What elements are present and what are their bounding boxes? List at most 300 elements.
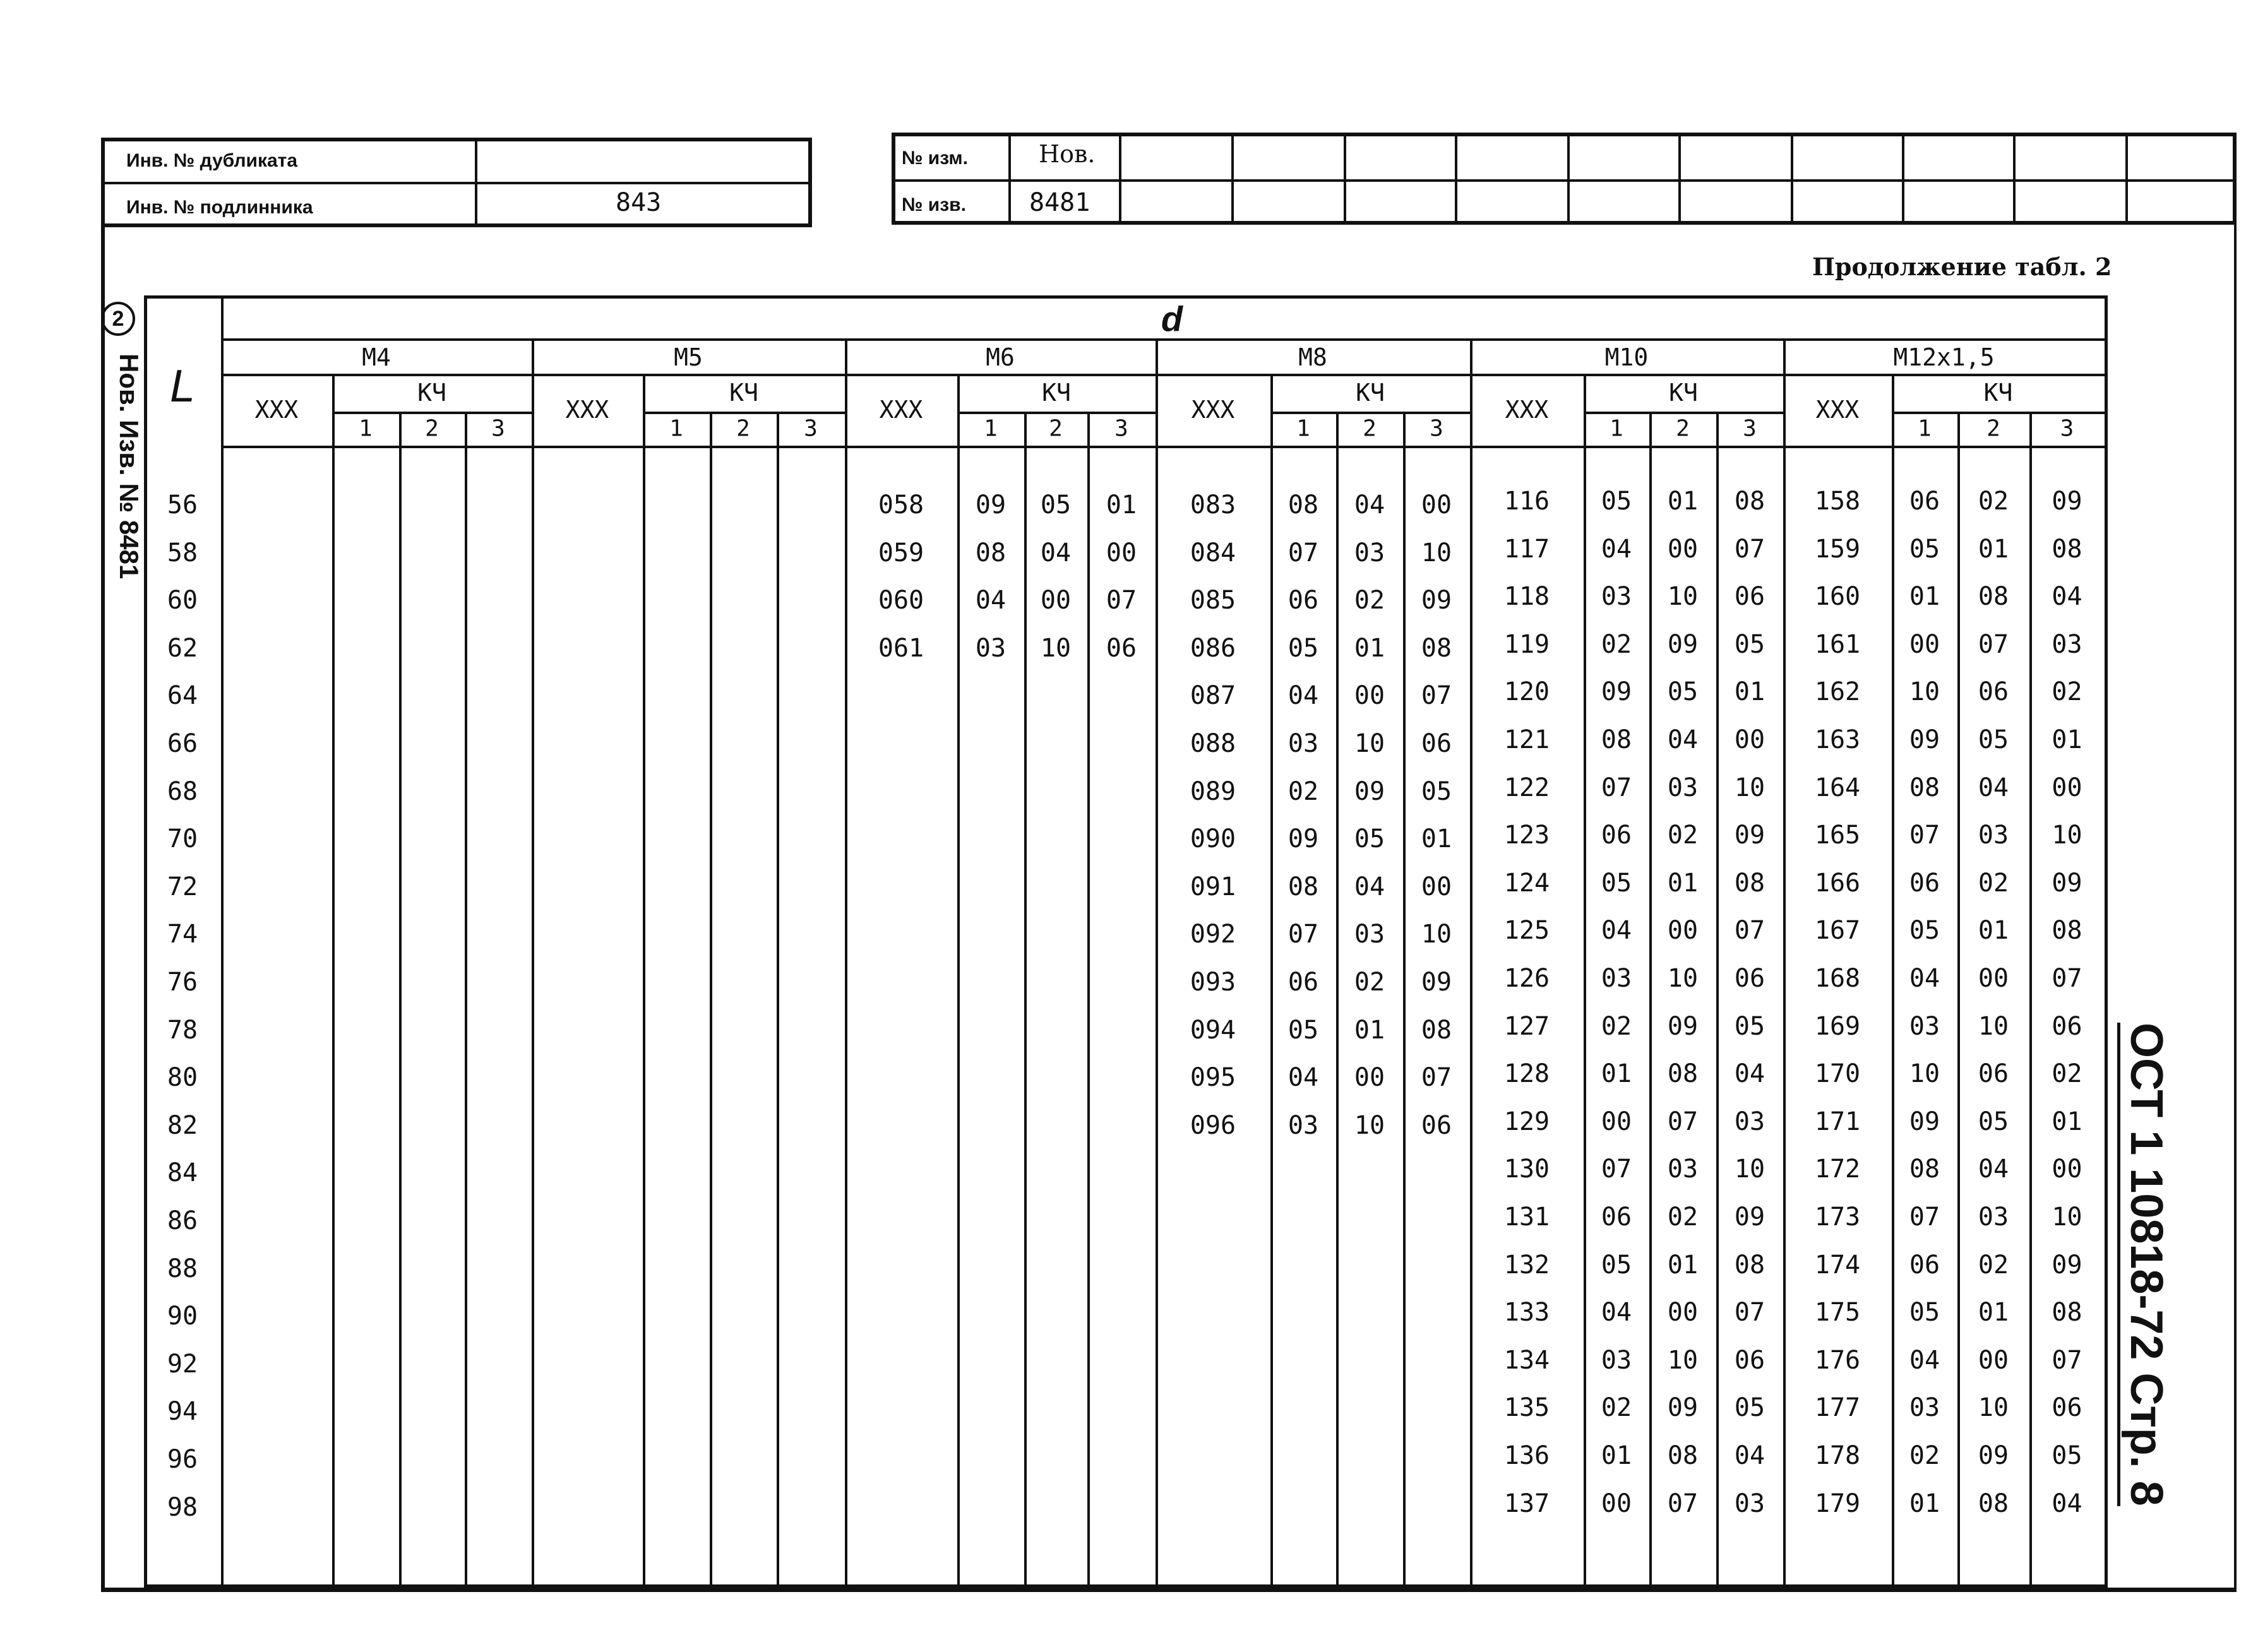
kch-value: 06 [1734, 1345, 1765, 1375]
kch-value: 01 [1106, 490, 1137, 520]
kch-value: 10 [1667, 1345, 1699, 1375]
kch-value: 04 [1287, 681, 1319, 711]
xxx-value: 060 [878, 586, 924, 615]
kch-value: 10 [1978, 1393, 2009, 1423]
revision-circle: 2 [101, 302, 135, 336]
group-separator [845, 338, 847, 1588]
header-right-col-divider [1119, 133, 1121, 225]
kch-value: 07 [1734, 1298, 1765, 1328]
kch-value: 04 [1734, 1441, 1765, 1470]
kch-value: 04 [1667, 725, 1699, 754]
xxx-header: XXX [1191, 396, 1235, 424]
kch-sub-header: 3 [2060, 415, 2074, 442]
kch-value: 01 [1601, 1441, 1632, 1470]
kch-value: 07 [1421, 1063, 1452, 1093]
kch-sub-header: 2 [1676, 415, 1690, 442]
kch-value: 06 [1909, 868, 1940, 898]
group-label: M5 [674, 343, 703, 371]
kch-value: 05 [1734, 1393, 1765, 1423]
kch-sub-header: 2 [1049, 415, 1063, 442]
kch-value: 07 [1734, 916, 1765, 946]
kch-value: 00 [1667, 534, 1699, 564]
group-separator [1783, 338, 1786, 1588]
xxx-value: 171 [1814, 1107, 1861, 1136]
kch-value: 06 [1601, 1203, 1632, 1232]
d-header: d [1161, 299, 1183, 339]
kch-value: 10 [1040, 633, 1072, 663]
xxx-value: 061 [878, 633, 924, 663]
kch-value: 01 [1667, 487, 1699, 516]
kch-value: 07 [1287, 920, 1319, 949]
kch-value: 04 [1601, 916, 1632, 946]
kch-sub-header-line [1270, 412, 1470, 414]
kch-value: 01 [1667, 1250, 1699, 1280]
kch-value: 07 [1421, 681, 1452, 711]
kch-sub-divider [710, 412, 712, 1588]
kch-value: 05 [1734, 1011, 1765, 1041]
kch-value: 05 [1287, 633, 1319, 663]
kch-value: 01 [1978, 1298, 2009, 1328]
kch-value: 00 [1909, 629, 1940, 659]
kch-value: 00 [1421, 872, 1452, 901]
kch-sub-header: 1 [359, 415, 373, 442]
kch-value: 05 [1601, 868, 1632, 898]
xxx-header: XXX [1815, 396, 1860, 424]
l-header: L [169, 361, 196, 412]
kch-value: 05 [1667, 677, 1699, 707]
kch-value: 08 [1667, 1059, 1699, 1089]
l-value: 98 [167, 1492, 198, 1522]
kch-value: 10 [1354, 1110, 1385, 1140]
kch-sub-header: 1 [669, 415, 683, 442]
kch-value: 10 [1909, 1059, 1940, 1089]
l-value: 72 [167, 872, 198, 901]
kch-value: 01 [1978, 534, 2009, 564]
xxx-value: 117 [1503, 534, 1550, 564]
kch-value: 10 [1978, 1011, 2009, 1041]
xxx-value: 118 [1503, 582, 1550, 612]
kch-value: 03 [1978, 1203, 2009, 1232]
kch-value: 09 [1287, 824, 1319, 854]
kch-value: 00 [1354, 1063, 1385, 1093]
xxx-value: 085 [1190, 586, 1236, 615]
kch-value: 10 [1354, 729, 1385, 758]
xxx-value: 134 [1503, 1345, 1550, 1375]
l-value: 92 [167, 1349, 198, 1379]
kch-value: 06 [2052, 1393, 2082, 1423]
xxx-value: 094 [1190, 1015, 1236, 1045]
xxx-value: 083 [1190, 490, 1236, 520]
kch-value: 02 [1287, 776, 1319, 806]
l-value: 74 [167, 920, 198, 949]
xxx-value: 084 [1190, 538, 1236, 568]
kch-sub-header: 2 [736, 415, 750, 442]
kch-value: 00 [1601, 1489, 1632, 1518]
kch-value: 02 [1354, 586, 1385, 615]
kch-sub-divider [777, 412, 779, 1588]
kch-value: 09 [1667, 1393, 1699, 1423]
header-bottom-line [221, 446, 2105, 448]
xxx-value: 092 [1190, 920, 1236, 949]
kch-value: 07 [1287, 538, 1319, 568]
xxx-value: 120 [1503, 677, 1550, 707]
xxx-value: 135 [1503, 1393, 1550, 1423]
kch-sub-header: 1 [1296, 415, 1310, 442]
kch-value: 02 [1978, 487, 2009, 516]
xxx-divider [1270, 374, 1273, 1588]
xxx-value: 167 [1814, 916, 1861, 946]
kch-value: 08 [975, 538, 1007, 568]
l-value: 56 [167, 490, 198, 520]
kch-value: 07 [1667, 1107, 1699, 1136]
xxx-value: 124 [1503, 868, 1550, 898]
kch-value: 03 [1667, 773, 1699, 802]
kch-value: 01 [1978, 916, 2009, 946]
kch-value: 03 [1601, 1345, 1632, 1375]
kch-value: 03 [1601, 964, 1632, 993]
xxx-value: 123 [1503, 821, 1550, 850]
kch-sub-divider [1336, 412, 1339, 1588]
kch-value: 02 [1978, 868, 2009, 898]
kch-value: 08 [1734, 487, 1765, 516]
kch-value: 02 [1354, 968, 1385, 997]
kch-value: 08 [1978, 1489, 2009, 1518]
l-value: 64 [167, 681, 198, 711]
kch-sub-divider [1716, 412, 1719, 1588]
l-value: 58 [167, 538, 198, 568]
kch-value: 02 [2052, 677, 2082, 707]
kch-value: 08 [1601, 725, 1632, 754]
xxx-value: 160 [1814, 582, 1861, 612]
group-separator [1156, 338, 1158, 1588]
kch-value: 08 [2052, 1298, 2082, 1328]
kch-value: 00 [1354, 681, 1385, 711]
xxx-value: 130 [1503, 1155, 1550, 1184]
kch-value: 09 [1421, 586, 1452, 615]
kch-sub-divider [1649, 412, 1652, 1588]
kch-sub-divider [1087, 412, 1090, 1588]
header-right-divider [892, 179, 2237, 182]
kch-value: 07 [1909, 821, 1940, 850]
l-value: 96 [167, 1445, 198, 1474]
xxx-value: 132 [1503, 1250, 1550, 1280]
header-right-col-divider [1231, 133, 1234, 225]
group-label: M6 [986, 343, 1015, 371]
kch-value: 08 [2052, 534, 2082, 564]
kch-value: 05 [1909, 534, 1940, 564]
kch-sub-header-line [332, 412, 532, 414]
l-value: 68 [167, 776, 198, 806]
kch-value: 08 [1667, 1441, 1699, 1470]
xxx-value: 176 [1814, 1345, 1861, 1375]
kch-value: 09 [1909, 725, 1940, 754]
kch-value: 07 [1601, 1155, 1632, 1184]
kch-value: 00 [1106, 538, 1137, 568]
kch-header: КЧ [417, 379, 446, 407]
kch-value: 07 [1601, 773, 1632, 802]
kch-value: 01 [2052, 1107, 2082, 1136]
kch-value: 06 [1978, 1059, 2009, 1089]
kch-value: 04 [1909, 1345, 1940, 1375]
kch-value: 01 [2052, 725, 2082, 754]
kch-value: 05 [1909, 916, 1940, 946]
notice-no-label: № изв. [902, 194, 966, 215]
kch-value: 00 [1601, 1107, 1632, 1136]
kch-sub-header: 2 [1986, 415, 2000, 442]
xxx-value: 133 [1503, 1298, 1550, 1328]
xxx-value: 091 [1190, 872, 1236, 901]
kch-value: 08 [1287, 490, 1319, 520]
group-label: M8 [1298, 343, 1327, 371]
kch-value: 09 [2052, 487, 2082, 516]
kch-value: 04 [1040, 538, 1072, 568]
xxx-value: 121 [1503, 725, 1550, 754]
xxx-divider [957, 374, 960, 1588]
kch-value: 06 [1978, 677, 2009, 707]
l-value: 84 [167, 1158, 198, 1188]
l-value: 62 [167, 633, 198, 663]
kch-sub-header: 1 [984, 415, 998, 442]
kch-value: 10 [2052, 821, 2082, 850]
header-right-col-divider [1902, 133, 1904, 225]
header-right-col-divider [2013, 133, 2016, 225]
kch-value: 07 [1978, 629, 2009, 659]
kch-value: 08 [1978, 582, 2009, 612]
group-label: M12x1,5 [1893, 343, 1995, 371]
xxx-value: 119 [1503, 629, 1550, 659]
l-value: 88 [167, 1254, 198, 1283]
kch-value: 02 [1667, 821, 1699, 850]
xxx-value: 127 [1503, 1011, 1550, 1041]
kch-header: КЧ [729, 379, 758, 407]
xxx-value: 162 [1814, 677, 1861, 707]
xxx-value: 096 [1190, 1110, 1236, 1140]
kch-value: 08 [1909, 773, 1940, 802]
kch-value: 04 [1354, 490, 1385, 520]
kch-sub-header: 3 [804, 415, 818, 442]
kch-sub-header: 3 [491, 415, 505, 442]
kch-sub-divider [2029, 412, 2032, 1588]
kch-value: 07 [1734, 534, 1765, 564]
xxx-value: 177 [1814, 1393, 1861, 1423]
kch-value: 08 [1287, 872, 1319, 901]
kch-value: 09 [1667, 629, 1699, 659]
kch-value: 08 [2052, 916, 2082, 946]
kch-value: 03 [1978, 821, 2009, 850]
header-right-col-divider [1791, 133, 1793, 225]
xxx-value: 131 [1503, 1203, 1550, 1232]
kch-value: 04 [2052, 1489, 2082, 1518]
group-label: M4 [362, 343, 391, 371]
xxx-value: 159 [1814, 534, 1861, 564]
xxx-value: 087 [1190, 681, 1236, 711]
l-value: 86 [167, 1206, 198, 1235]
kch-value: 06 [1734, 964, 1765, 993]
header-right-col-divider [1344, 133, 1346, 225]
kch-sub-header-line [1584, 412, 1783, 414]
header-right-col-divider [2125, 133, 2128, 225]
xxx-value: 158 [1814, 487, 1861, 516]
kch-value: 02 [1978, 1250, 2009, 1280]
xxx-value: 088 [1190, 729, 1236, 758]
table-caption: Продолжение табл. 2 [1812, 253, 2112, 281]
kch-value: 01 [1354, 633, 1385, 663]
kch-value: 02 [1601, 1011, 1632, 1041]
kch-value: 01 [1421, 824, 1452, 854]
kch-value: 09 [975, 490, 1007, 520]
kch-value: 09 [1667, 1011, 1699, 1041]
kch-sub-divider [465, 412, 467, 1588]
kch-value: 05 [1601, 1250, 1632, 1280]
kch-value: 00 [1667, 1298, 1699, 1328]
xxx-value: 129 [1503, 1107, 1550, 1136]
kch-value: 02 [1601, 629, 1632, 659]
xxx-value: 122 [1503, 773, 1550, 802]
original-inv-label: Инв. № подлинника [126, 197, 313, 218]
kch-value: 04 [2052, 582, 2082, 612]
kch-value: 10 [1421, 538, 1452, 568]
kch-value: 05 [2052, 1441, 2082, 1470]
header-right-col-divider [1455, 133, 1457, 225]
l-value: 76 [167, 968, 198, 997]
kch-sub-header: 2 [1363, 415, 1377, 442]
l-value: 78 [167, 1015, 198, 1045]
kch-value: 07 [1667, 1489, 1699, 1518]
header-right-col-divider [1008, 133, 1011, 225]
kch-value: 08 [1421, 1015, 1452, 1045]
kch-sub-header: 1 [1918, 415, 1932, 442]
kch-value: 09 [1734, 821, 1765, 850]
l-value: 66 [167, 729, 198, 758]
kch-value: 08 [1421, 633, 1452, 663]
kch-value: 06 [1421, 1110, 1452, 1140]
kch-value: 09 [1354, 776, 1385, 806]
change-no-label: № изм. [902, 148, 968, 169]
xxx-value: 169 [1814, 1011, 1861, 1041]
kch-value: 02 [1667, 1203, 1699, 1232]
notice-no-value: 8481 [1029, 188, 1090, 217]
kch-value: 03 [1909, 1393, 1940, 1423]
kch-value: 00 [1421, 490, 1452, 520]
header-right-col-divider [1567, 133, 1570, 225]
kch-value: 04 [1601, 534, 1632, 564]
kch-value: 03 [1667, 1155, 1699, 1184]
kch-value: 04 [1978, 773, 2009, 802]
kch-value: 07 [2052, 1345, 2082, 1375]
kch-value: 06 [1734, 582, 1765, 612]
kch-sub-header-line [957, 412, 1156, 414]
kch-value: 00 [1667, 916, 1699, 946]
kch-value: 10 [1421, 920, 1452, 949]
xxx-divider [643, 374, 645, 1588]
kch-value: 00 [1978, 1345, 2009, 1375]
xxx-header: XXX [254, 396, 299, 424]
header-left-col-divider [475, 138, 477, 227]
kch-value: 04 [975, 586, 1007, 615]
kch-value: 01 [1354, 1015, 1385, 1045]
kch-value: 03 [1734, 1489, 1765, 1518]
xxx-divider [1584, 374, 1586, 1588]
xxx-value: 161 [1814, 629, 1861, 659]
group-separator [1470, 338, 1472, 1588]
kch-value: 07 [1106, 586, 1137, 615]
xxx-value: 168 [1814, 964, 1861, 993]
kch-value: 05 [1978, 725, 2009, 754]
xxx-value: 178 [1814, 1441, 1861, 1470]
kch-value: 10 [1734, 773, 1765, 802]
kch-value: 03 [1287, 1110, 1319, 1140]
kch-value: 06 [1909, 1250, 1940, 1280]
xxx-value: 164 [1814, 773, 1861, 802]
kch-value: 04 [1354, 872, 1385, 901]
xxx-value: 090 [1190, 824, 1236, 854]
xxx-value: 175 [1814, 1298, 1861, 1328]
l-value: 80 [167, 1063, 198, 1093]
header-left-divider [101, 182, 812, 184]
kch-value: 06 [1601, 821, 1632, 850]
group-header-divider [221, 374, 2105, 376]
kch-sub-header-line [643, 412, 845, 414]
kch-value: 01 [1909, 1489, 1940, 1518]
kch-value: 02 [1909, 1441, 1940, 1470]
xxx-value: 095 [1190, 1063, 1236, 1093]
xxx-value: 136 [1503, 1441, 1550, 1470]
original-inv-value: 843 [616, 188, 662, 217]
change-no-value: Нов. [1039, 140, 1096, 168]
kch-value: 03 [1354, 920, 1385, 949]
xxx-value: 125 [1503, 916, 1550, 946]
kch-value: 06 [1287, 586, 1319, 615]
l-column-divider [221, 295, 224, 1588]
kch-sub-divider [399, 412, 402, 1588]
kch-value: 08 [1734, 1250, 1765, 1280]
kch-sub-header: 3 [1430, 415, 1443, 442]
kch-value: 01 [1909, 582, 1940, 612]
kch-value: 00 [2052, 1155, 2082, 1184]
xxx-header: XXX [565, 396, 609, 424]
kch-value: 04 [1734, 1059, 1765, 1089]
xxx-value: 174 [1814, 1250, 1861, 1280]
xxx-value: 126 [1503, 964, 1550, 993]
xxx-divider [332, 374, 335, 1588]
kch-value: 07 [1909, 1203, 1940, 1232]
xxx-value: 172 [1814, 1155, 1861, 1184]
kch-header: КЧ [1983, 379, 2013, 407]
duplicate-inv-label: Инв. № дубликата [126, 150, 298, 171]
kch-header: КЧ [1669, 379, 1698, 407]
kch-value: 09 [1978, 1441, 2009, 1470]
kch-value: 04 [1287, 1063, 1319, 1093]
kch-value: 08 [1909, 1155, 1940, 1184]
kch-value: 04 [1909, 964, 1940, 993]
kch-value: 02 [2052, 1059, 2082, 1089]
xxx-value: 086 [1190, 633, 1236, 663]
kch-value: 09 [2052, 868, 2082, 898]
xxx-value: 163 [1814, 725, 1861, 754]
xxx-header: XXX [1505, 396, 1549, 424]
kch-value: 10 [2052, 1203, 2082, 1232]
xxx-value: 116 [1503, 487, 1550, 516]
kch-value: 05 [1978, 1107, 2009, 1136]
kch-value: 00 [1978, 964, 2009, 993]
kch-value: 05 [1287, 1015, 1319, 1045]
kch-sub-header: 1 [1610, 415, 1623, 442]
xxx-value: 165 [1814, 821, 1861, 850]
kch-value: 01 [1734, 677, 1765, 707]
kch-value: 05 [1734, 629, 1765, 659]
kch-value: 09 [1421, 968, 1452, 997]
xxx-value: 173 [1814, 1203, 1861, 1232]
